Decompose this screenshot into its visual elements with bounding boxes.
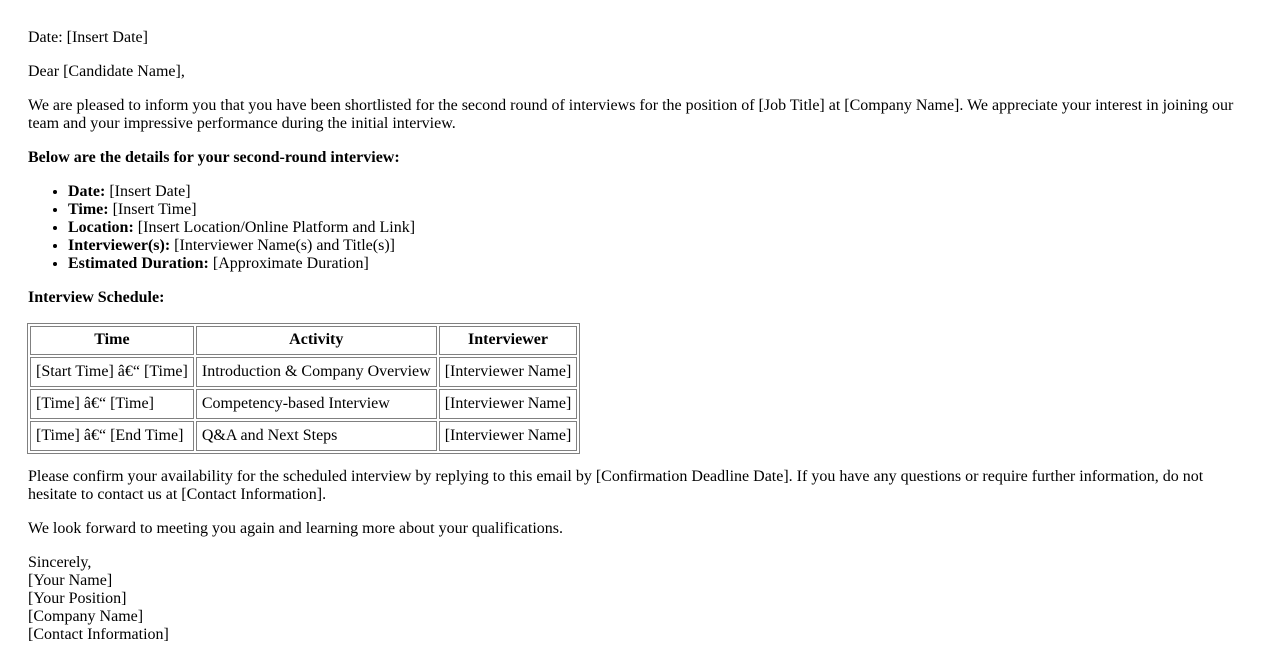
date-line: Date: [Insert Date] bbox=[28, 29, 148, 46]
cell-activity: Competency-based Interview bbox=[196, 389, 437, 419]
detail-value: [Insert Date] bbox=[105, 183, 191, 200]
detail-label: Location: bbox=[68, 219, 134, 236]
closing-paragraph: We look forward to meeting you again and learning more about your qualifications. bbox=[28, 520, 563, 537]
cell-activity: Q&A and Next Steps bbox=[196, 421, 437, 451]
cell-time: [Time] â€“ [End Time] bbox=[30, 421, 194, 451]
detail-label: Estimated Duration: bbox=[68, 255, 209, 272]
detail-value: [Approximate Duration] bbox=[208, 255, 369, 272]
table-row bbox=[30, 389, 577, 419]
detail-label: Interviewer(s): bbox=[68, 237, 171, 254]
list-item bbox=[68, 237, 1250, 255]
list-item bbox=[68, 201, 1250, 219]
confirm-paragraph: Please confirm your availability for the scheduled interview by replying to this email by [Confirmation Deadline Date]. If you have any questions or require further information, do not hesitate to contact us at [Contact Information]. bbox=[28, 468, 1204, 503]
greeting: Dear [Candidate Name], bbox=[28, 63, 185, 80]
intro-paragraph: We are pleased to inform you that you have been shortlisted for the second round of interviews for the position of [Job Title] at [Company Name]. We appreciate your interest in joining our team and your impressive performance during the initial interview. bbox=[28, 97, 1234, 132]
signature-block bbox=[28, 554, 1250, 644]
signoff: Sincerely, bbox=[28, 554, 92, 571]
details-list bbox=[28, 183, 1250, 273]
cell-interviewer: [Interviewer Name] bbox=[439, 357, 578, 387]
cell-activity: Introduction & Company Overview bbox=[196, 357, 437, 387]
signature-position: [Your Position] bbox=[28, 590, 127, 607]
schedule-table bbox=[27, 323, 580, 454]
column-header-interviewer: Interviewer bbox=[439, 326, 578, 355]
cell-interviewer: [Interviewer Name] bbox=[439, 421, 578, 451]
detail-value: [Insert Location/Online Platform and Link] bbox=[133, 219, 416, 236]
details-heading: Below are the details for your second-round interview: bbox=[28, 149, 400, 166]
signature-company: [Company Name] bbox=[28, 608, 144, 625]
table-header-row bbox=[30, 326, 577, 355]
cell-interviewer: [Interviewer Name] bbox=[439, 389, 578, 419]
cell-time: [Time] â€“ [Time] bbox=[30, 389, 194, 419]
detail-label: Date: bbox=[68, 183, 106, 200]
detail-value: [Insert Time] bbox=[108, 201, 197, 218]
signature-contact: [Contact Information] bbox=[28, 626, 169, 643]
table-row bbox=[30, 357, 577, 387]
detail-value: [Interviewer Name(s) and Title(s)] bbox=[170, 237, 395, 254]
table-row bbox=[30, 421, 577, 451]
cell-time: [Start Time] â€“ [Time] bbox=[30, 357, 194, 387]
schedule-heading: Interview Schedule: bbox=[28, 289, 165, 306]
list-item bbox=[68, 183, 1250, 201]
column-header-time: Time bbox=[30, 326, 194, 355]
detail-label: Time: bbox=[68, 201, 109, 218]
list-item bbox=[68, 255, 1250, 273]
signature-name: [Your Name] bbox=[28, 572, 113, 589]
column-header-activity: Activity bbox=[196, 326, 437, 355]
list-item bbox=[68, 219, 1250, 237]
